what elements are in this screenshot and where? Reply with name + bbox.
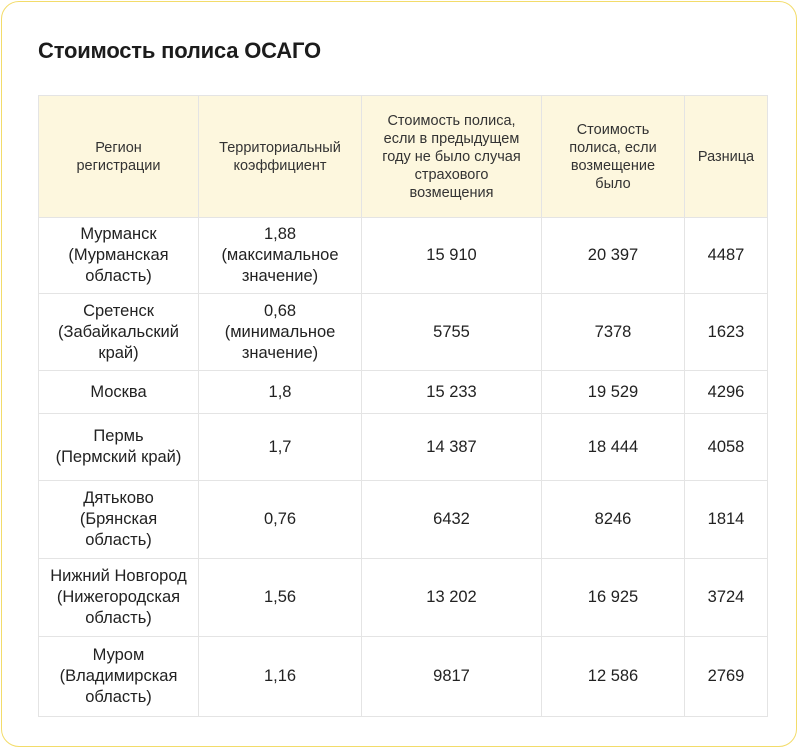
cell-coefficient: 0,68 (минимальное значение) (199, 294, 362, 371)
cell-difference: 2769 (685, 637, 768, 717)
cell-cost-no-claim: 15 233 (362, 371, 542, 414)
cell-cost-no-claim: 13 202 (362, 559, 542, 637)
cell-coefficient: 1,88 (максимальное значение) (199, 218, 362, 294)
table-row (39, 294, 768, 371)
cell-cost-with-claim: 12 586 (542, 637, 685, 717)
table-row (39, 414, 768, 481)
cell-region: Пермь (Пермский край) (39, 414, 199, 481)
table-row (39, 637, 768, 717)
cell-coefficient: 0,76 (199, 481, 362, 559)
cell-difference: 3724 (685, 559, 768, 637)
cell-region: Москва (39, 371, 199, 414)
cell-cost-no-claim: 5755 (362, 294, 542, 371)
cell-difference: 1623 (685, 294, 768, 371)
header-coefficient: Территориальный коэффициент (199, 96, 362, 218)
cell-coefficient: 1,56 (199, 559, 362, 637)
cell-region: Сретенск (Забайкальский край) (39, 294, 199, 371)
cell-cost-with-claim: 18 444 (542, 414, 685, 481)
cell-region: Нижний Новгород (Нижегородская область) (39, 559, 199, 637)
cell-cost-no-claim: 6432 (362, 481, 542, 559)
cell-difference: 4058 (685, 414, 768, 481)
table-row (39, 218, 768, 294)
cell-cost-no-claim: 15 910 (362, 218, 542, 294)
cell-difference: 1814 (685, 481, 768, 559)
cell-coefficient: 1,16 (199, 637, 362, 717)
osago-cost-table (38, 95, 768, 717)
header-region: Регион регистрации (39, 96, 199, 218)
cell-cost-no-claim: 9817 (362, 637, 542, 717)
cell-cost-with-claim: 8246 (542, 481, 685, 559)
cell-coefficient: 1,7 (199, 414, 362, 481)
cell-cost-with-claim: 19 529 (542, 371, 685, 414)
cell-region: Мурманск (Мурманская область) (39, 218, 199, 294)
table-row (39, 481, 768, 559)
cell-difference: 4296 (685, 371, 768, 414)
cell-cost-with-claim: 20 397 (542, 218, 685, 294)
cell-region: Дятьково (Брянская область) (39, 481, 199, 559)
page-title: Стоимость полиса ОСАГО (38, 38, 321, 63)
cell-cost-with-claim: 7378 (542, 294, 685, 371)
cell-cost-with-claim: 16 925 (542, 559, 685, 637)
header-cost-no-claim: Стоимость полиса, если в предыдущем году не было случая страхового возмещения (362, 96, 542, 218)
cell-cost-no-claim: 14 387 (362, 414, 542, 481)
card-container (1, 1, 797, 747)
cell-coefficient: 1,8 (199, 371, 362, 414)
header-difference: Разница (685, 96, 768, 218)
table-row (39, 371, 768, 414)
table-row (39, 559, 768, 637)
header-cost-with-claim: Стоимость полиса, если возмещение было (542, 96, 685, 218)
table-header-row (39, 96, 768, 218)
cell-difference: 4487 (685, 218, 768, 294)
cell-region: Муром (Владимирская область) (39, 637, 199, 717)
